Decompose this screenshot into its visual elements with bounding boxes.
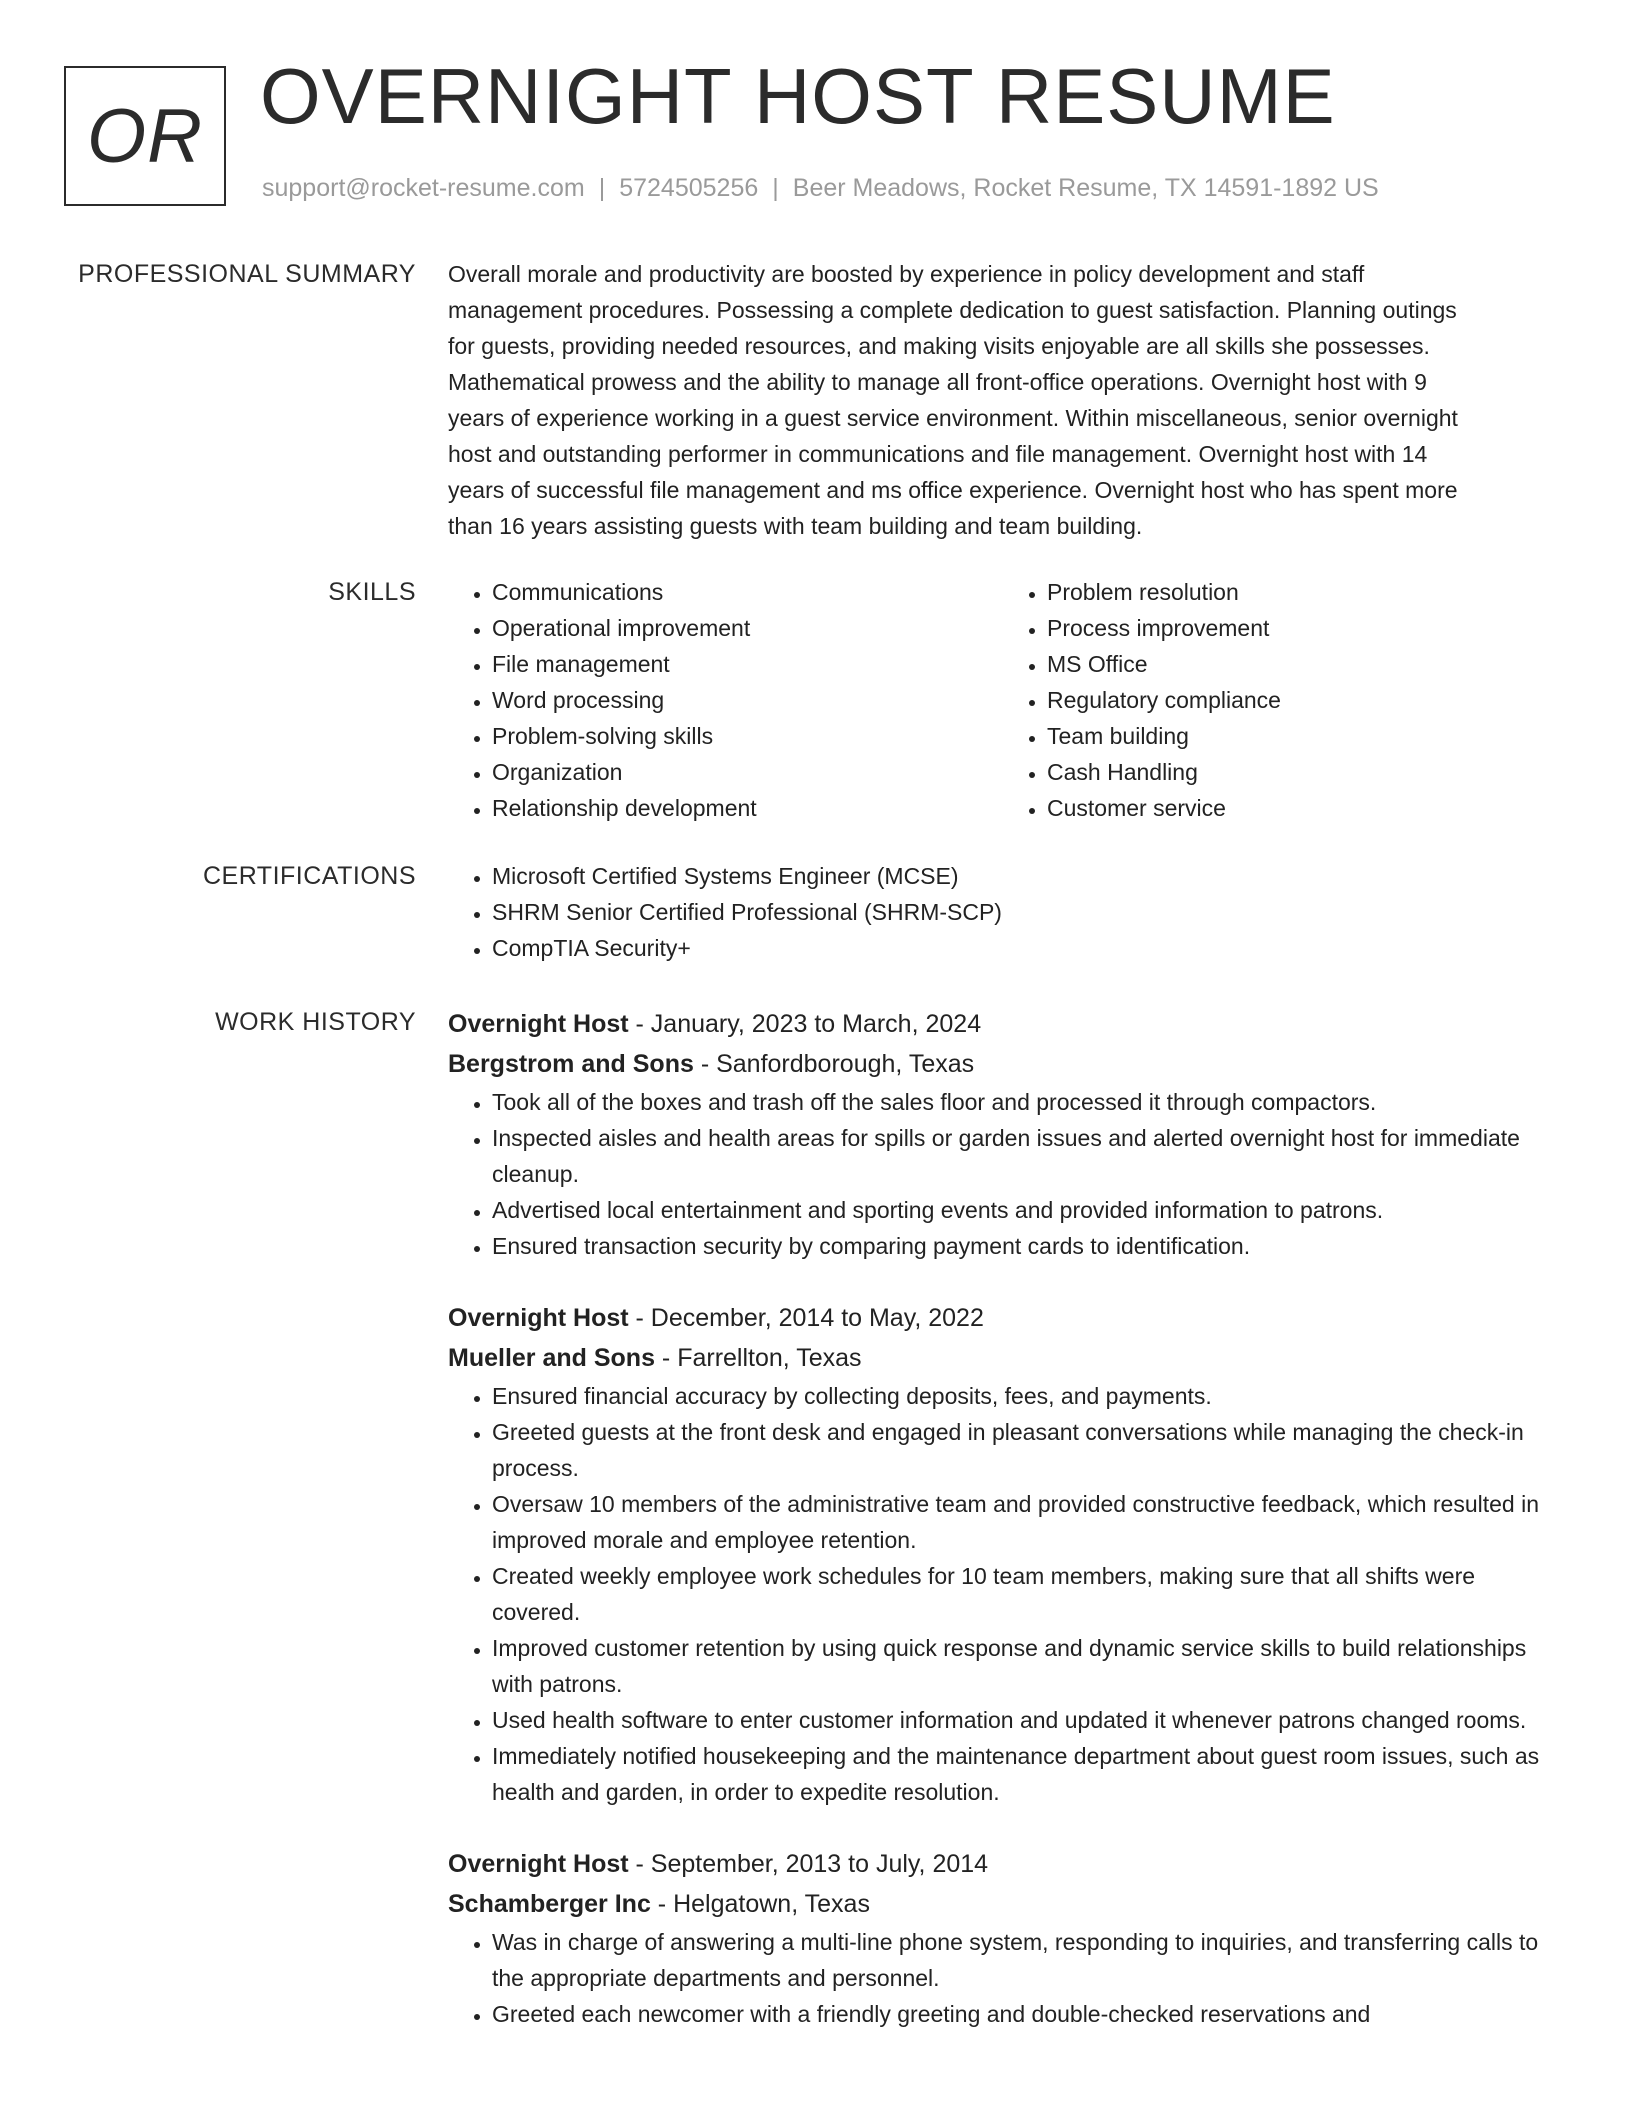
contact-phone[interactable]: 5724505256 xyxy=(619,174,759,202)
job-entry xyxy=(448,1844,1558,2032)
job-company-line xyxy=(448,1884,1558,1924)
job-location: - Sanfordborough, Texas xyxy=(693,1050,975,1078)
job-bullets xyxy=(448,1084,1558,1264)
job-bullet: • Ensured transaction security by comparing payment cards to identification. xyxy=(492,1228,1558,1264)
skill-item: • Problem-solving skills xyxy=(492,718,1003,754)
summary-line: host and outstanding performer in communications and file management. Overnight host with 14 xyxy=(448,441,1428,467)
certifications-list xyxy=(448,858,1558,966)
job-company: Mueller and Sons xyxy=(448,1344,655,1372)
job-bullet: • Used health software to enter customer information and updated it whenever patrons changed rooms. xyxy=(492,1702,1558,1738)
job-dates: - January, 2023 to March, 2024 xyxy=(628,1010,982,1038)
skill-item: • Communications xyxy=(492,574,1003,610)
job-bullet: • Ensured financial accuracy by collecting deposits, fees, and payments. xyxy=(492,1378,1558,1414)
job-title-line xyxy=(448,1844,1558,1884)
job-bullet: • Greeted guests at the front desk and engaged in pleasant conversations while managing the check-in process. xyxy=(492,1414,1558,1486)
summary-line: for guests, providing needed resources, and making visits enjoyable are all skills she possesses. xyxy=(448,333,1430,359)
skill-item: • Process improvement xyxy=(1047,610,1558,646)
job-bullet: • Immediately notified housekeeping and the maintenance department about guest room issues, such as health and garden, in order to expedite resolution. xyxy=(492,1738,1558,1810)
job-entry xyxy=(448,1004,1558,1264)
work-history-body xyxy=(448,1004,1558,2032)
skills-list-left xyxy=(448,574,1003,826)
job-bullet: • Oversaw 10 members of the administrative team and provided constructive feedback, which resulted in improved morale and employee retention. xyxy=(492,1486,1558,1558)
skills-list-right xyxy=(1003,574,1558,826)
skill-item: • MS Office xyxy=(1047,646,1558,682)
job-company: Schamberger Inc xyxy=(448,1890,651,1918)
resume-title: OVERNIGHT HOST RESUME xyxy=(260,52,1336,140)
skill-item: • Operational improvement xyxy=(492,610,1003,646)
job-location: - Helgatown, Texas xyxy=(650,1890,870,1918)
certification-item: • SHRM Senior Certified Professional (SHRM-SCP) xyxy=(492,894,1558,930)
skill-item: • Relationship development xyxy=(492,790,1003,826)
certifications-body xyxy=(448,858,1558,966)
summary-line: Overall morale and productivity are boosted by experience in policy development and staff xyxy=(448,261,1365,287)
job-company-line xyxy=(448,1338,1558,1378)
contact-address: Beer Meadows, Rocket Resume, TX 14591-1892 US xyxy=(792,174,1379,202)
section-label-certifications: CERTIFICATIONS xyxy=(202,862,416,890)
job-bullets xyxy=(448,1378,1558,1810)
contact-separator: | xyxy=(598,174,606,202)
job-role: Overnight Host xyxy=(448,1304,629,1332)
job-dates: - September, 2013 to July, 2014 xyxy=(628,1850,989,1878)
job-entry xyxy=(448,1298,1558,1810)
section-label-skills: SKILLS xyxy=(328,578,416,606)
section-label-summary: PROFESSIONAL SUMMARY xyxy=(78,260,416,288)
section-label-work-history: WORK HISTORY xyxy=(215,1008,416,1036)
job-bullet: • Took all of the boxes and trash off the sales floor and processed it through compactors. xyxy=(492,1084,1558,1120)
job-company-line xyxy=(448,1044,1558,1084)
skills-columns xyxy=(448,574,1558,826)
certification-item: • Microsoft Certified Systems Engineer (MCSE) xyxy=(492,858,1558,894)
skill-item: • Customer service xyxy=(1047,790,1558,826)
job-role: Overnight Host xyxy=(448,1010,629,1038)
contact-separator: | xyxy=(772,174,779,202)
job-bullet: • Inspected aisles and health areas for spills or garden issues and alerted overnight host for immediate cleanup. xyxy=(492,1120,1558,1192)
job-bullet: • Was in charge of answering a multi-line phone system, responding to inquiries, and transferring calls to the appropriate departments and personnel. xyxy=(492,1924,1558,1996)
job-title-line xyxy=(448,1298,1558,1338)
skill-item: • Cash Handling xyxy=(1047,754,1558,790)
summary-text xyxy=(448,256,1558,544)
certification-item: • CompTIA Security+ xyxy=(492,930,1558,966)
job-company: Bergstrom and Sons xyxy=(448,1050,694,1078)
summary-line: Mathematical prowess and the ability to manage all front-office operations. Overnight host with 9 xyxy=(448,369,1427,395)
summary-line: management procedures. Possessing a complete dedication to guest satisfaction. Planning outings xyxy=(448,297,1457,323)
skill-item: • File management xyxy=(492,646,1003,682)
skill-item: • Word processing xyxy=(492,682,1003,718)
monogram-logo: OR xyxy=(64,66,226,206)
summary-line: years of experience working in a guest service environment. Within miscellaneous, senior overnight xyxy=(448,405,1458,431)
job-title-line xyxy=(448,1004,1558,1044)
job-bullet: • Created weekly employee work schedules for 10 team members, making sure that all shifts were covered. xyxy=(492,1558,1558,1630)
skill-item: • Problem resolution xyxy=(1047,574,1558,610)
job-bullet: • Greeted each newcomer with a friendly greeting and double-checked reservations and xyxy=(492,1996,1558,2032)
job-role: Overnight Host xyxy=(448,1850,629,1878)
job-bullet: • Improved customer retention by using quick response and dynamic service skills to build relationships with patrons. xyxy=(492,1630,1558,1702)
skill-item: • Team building xyxy=(1047,718,1558,754)
summary-line: than 16 years assisting guests with team building and team building. xyxy=(448,513,1143,539)
contact-email[interactable]: support@rocket-resume.com xyxy=(262,174,585,202)
summary-line: years of successful file management and ms office experience. Overnight host who has spent more xyxy=(448,477,1458,503)
job-bullet: • Advertised local entertainment and sporting events and provided information to patrons. xyxy=(492,1192,1558,1228)
contact-line xyxy=(262,174,1379,203)
job-bullets xyxy=(448,1924,1558,2032)
skill-item: • Regulatory compliance xyxy=(1047,682,1558,718)
job-location: - Farrellton, Texas xyxy=(654,1344,862,1372)
job-dates: - December, 2014 to May, 2022 xyxy=(628,1304,984,1332)
skill-item: • Organization xyxy=(492,754,1003,790)
